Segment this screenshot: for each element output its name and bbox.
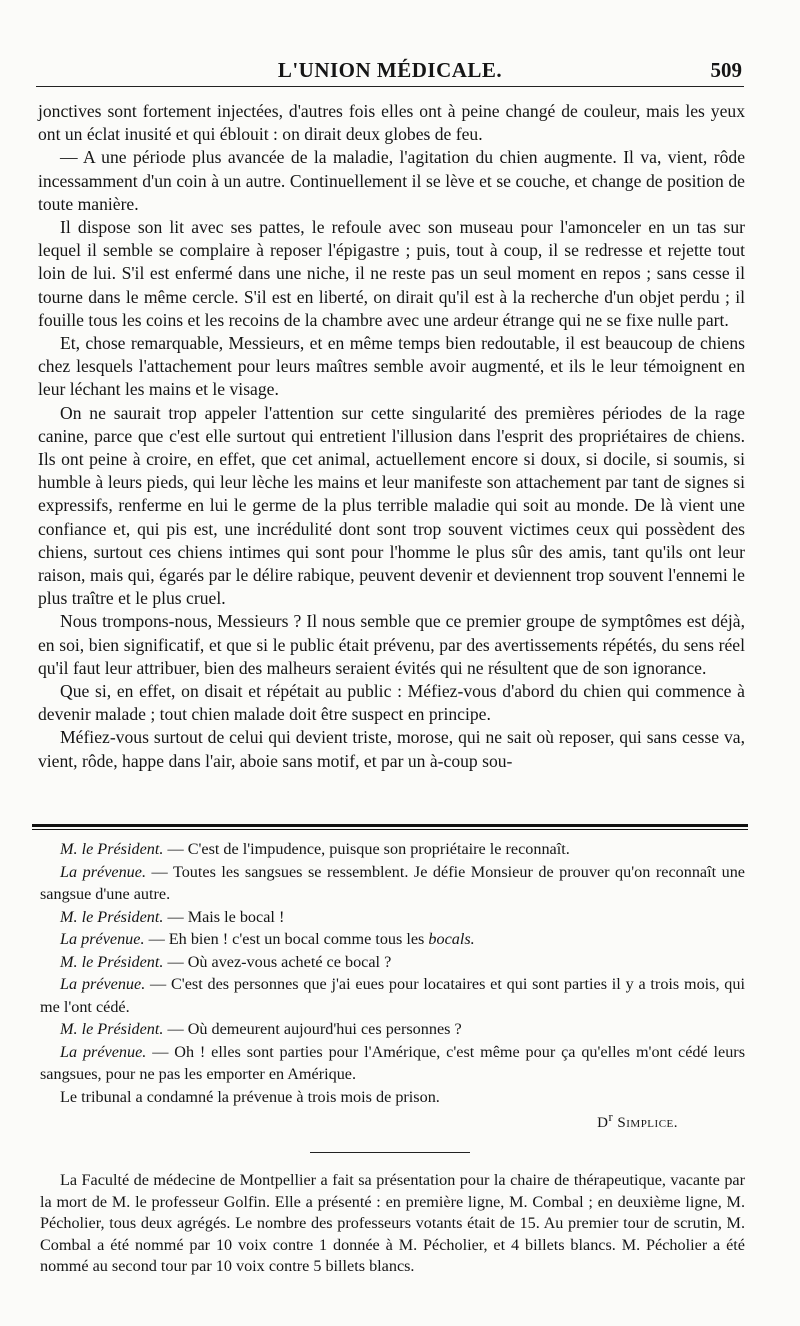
page-header <box>38 58 742 84</box>
dialogue-line <box>40 861 745 906</box>
speaker: La prévenue. <box>60 930 145 948</box>
paragraph: On ne saurait trop appeler l'attention sur cette singularité des premières périodes de la rage canine, parce que c'est elle surtout qui entretient l'illusion dans l'esprit des propriétaires de chiens. Ils ont peine à croire, en effet, que cet animal, actuellement encore si doux, si docile, si soumis, si humble à leurs pieds, qui leur lèche les mains et leur manifeste son attachement par tant de signes si expressifs, renferme en lui le germe de la plus terrible maladie qui soit au monde. De là vient une confiance et, qui pis est, une incrédulité dont sont trop souvent victimes ceux qui possèdent des chiens, surtout ces chiens intimes qui sont pour l'homme le plus sûr des amis, tant qu'ils ont leur raison, mais qui, égarés par le délire rabique, peuvent devenir et deviennent trop souvent l'ennemi le plus traître et le plus cruel. <box>38 402 745 609</box>
dialogue-line <box>40 906 745 929</box>
dialogue-line <box>40 838 745 861</box>
short-divider <box>310 1152 470 1153</box>
signature-sup: r <box>608 1110 614 1124</box>
dialogue-text: — Oh ! elles sont parties pour l'Amérique, c'est même pour ça qu'elles m'ont cédé leurs sangsues, pour ne pas les emporter en Amérique. <box>40 1042 745 1083</box>
paragraph: Il dispose son lit avec ses pattes, le refoule avec son museau pour l'amonceler en un tas sur lequel il semble se complaire à reposer l'épigastre ; puis, tout à coup, il se redresse et rejette tout loin de lui. S'il est enfermé dans une niche, il ne reste pas un seul moment en repos ; sans cesse il tourne dans le même cercle. S'il est en liberté, on dirait qu'il est à la recherche d'un objet perdu ; il fouille tous les coins et les recoins de la chambre avec une ardeur étrange qui ne se fixe nulle part. <box>38 217 745 330</box>
paragraph: — A une période plus avancée de la maladie, l'agitation du chien augmente. Il va, vient, rôde incessamment d'un coin à un autre. Continuellement il se lève et se couche, et change de position de toute manière. <box>38 147 745 214</box>
paragraph: Nous trompons-nous, Messieurs ? Il nous semble que ce premier groupe de symptômes est déjà, en soi, bien significatif, et que si le public était prévenu, par des avertissements répétés, du sens réel qu'il faut leur attribuer, bien des malheurs seraient évités qui ne résultent que de son ignorance. <box>38 611 745 678</box>
page-number: 509 <box>710 58 742 82</box>
dialogue-line <box>40 973 745 1018</box>
speaker: La prévenue. <box>60 862 146 881</box>
running-title: L'UNION MÉDICALE. <box>277 58 503 82</box>
paragraph: Méfiez-vous surtout de celui qui devient triste, morose, qui ne sait où reposer, qui sans cesse va, vient, rôde, happe dans l'air, aboie sans motif, et par un à-coup sou- <box>38 727 745 771</box>
paragraph: Et, chose remarquable, Messieurs, et en même temps bien redoutable, il est beaucoup de chiens chez lesquels l'attachement pour leurs maîtres semble avoir augmenté, et ils le leur témoignent en leur léchant les mains et le visage. <box>38 333 745 400</box>
signature-name: Simplice. <box>617 1115 678 1131</box>
dialogue-text: — Où demeurent aujourd'hui ces personnes ? <box>163 1020 462 1038</box>
main-text <box>38 100 745 773</box>
dialogue-text: — Eh bien ! c'est un bocal comme tous les <box>144 930 429 948</box>
news-paragraph: La Faculté de médecine de Montpellier a fait sa présentation pour la chaire de thérapeutique, vacante par la mort de M. le professeur Golfin. Elle a présenté : en première ligne, M. Combal ; en deuxième ligne, M. Pécholier, tous deux agrégés. Le nombre des professeurs votants était de 15. Au premier tour de scrutin, M. Combal a été nommé par 10 voix contre 1 donnée à M. Pécholier, et 4 billets blancs. M. Pécholier a été nommé au second tour par 10 voix contre 5 billets blancs. <box>40 1171 745 1276</box>
dialogue-text: — Mais le bocal ! <box>163 907 285 926</box>
dialogue-line <box>40 1041 745 1086</box>
speaker: La prévenue. <box>60 1042 147 1061</box>
dialogue-line <box>40 1018 745 1041</box>
verdict-line <box>40 1086 745 1109</box>
speaker: M. le Président. <box>60 1020 164 1038</box>
dialogue-text: — C'est de l'impudence, puisque son propriétaire le reconnaît. <box>163 840 570 858</box>
signature-prefix: D <box>597 1115 609 1131</box>
dialogue-italic: bocals. <box>428 930 475 948</box>
dialogue-text: — Où avez-vous acheté ce bocal ? <box>163 952 392 971</box>
section-divider <box>32 824 748 830</box>
paragraph: Que si, en effet, on disait et répétait au public : Méfiez-vous d'abord du chien qui commence à devenir malade ; tout chien malade doit être suspect en principe. <box>38 681 745 725</box>
paragraph: jonctives sont fortement injectées, d'autres fois elles ont à peine changé de couleur, mais les yeux ont un éclat inusité et qui éblouit : on dirait deux globes de feu. <box>38 101 745 145</box>
header-rule <box>36 86 744 87</box>
court-dialogue <box>40 838 745 1108</box>
dialogue-text: — Toutes les sangsues se ressemblent. Je défie Monsieur de prouver qu'on reconnaît une sangsue d'une autre. <box>40 862 745 903</box>
verdict-text: Le tribunal a condamné la prévenue à trois mois de prison. <box>60 1087 440 1106</box>
dialogue-line <box>40 951 745 974</box>
speaker: M. le Président. <box>60 952 164 971</box>
dialogue-text: — C'est des personnes que j'ai eues pour locataires et qui sont parties il y a trois mois, qui me l'ont cédé. <box>40 975 745 1016</box>
speaker: M. le Président. <box>60 907 164 926</box>
speaker: M. le Président. <box>60 840 164 858</box>
author-signature <box>597 1110 678 1132</box>
dialogue-line <box>40 928 745 951</box>
news-item <box>40 1170 745 1278</box>
speaker: La prévenue. <box>60 975 146 993</box>
